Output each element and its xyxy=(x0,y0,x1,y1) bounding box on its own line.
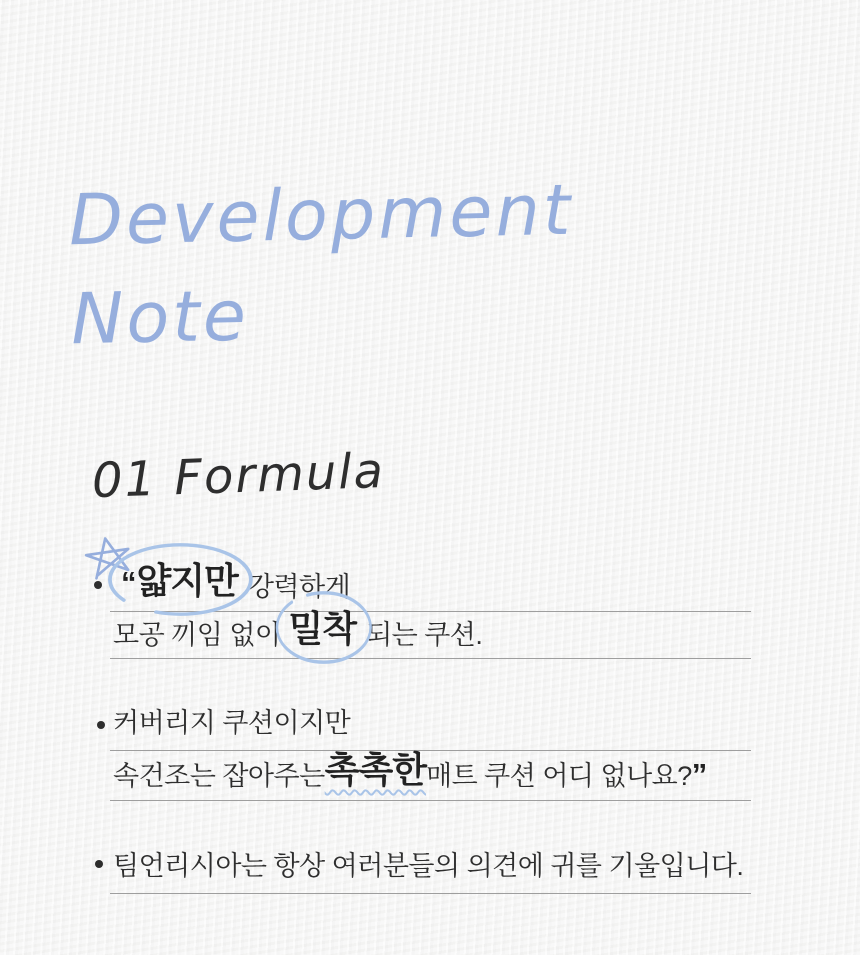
note-text: 속건조는 잡아주는 xyxy=(113,761,325,791)
note-line-3 xyxy=(110,706,751,751)
note-line-2 xyxy=(110,608,751,659)
note-text: 팀언리시아는 항상 여러분들의 의견에 귀를 기울입니다. xyxy=(113,851,744,881)
note-text: 모공 끼임 없이 xyxy=(113,620,281,650)
note-text: 커버리지 쿠션이지만 xyxy=(113,708,351,738)
section-heading: 01 Formula xyxy=(91,442,386,510)
page-title-line1: Development xyxy=(68,168,575,262)
note-text: 강력하게 xyxy=(247,572,351,602)
keyword-adherence: 밀착 xyxy=(288,608,357,649)
note-line-1 xyxy=(110,552,751,612)
keyword-circle-highlight xyxy=(281,601,367,652)
page-title xyxy=(68,161,576,370)
note-text: 되는 쿠션. xyxy=(366,620,483,650)
keyword-thin: 얇지만 xyxy=(136,560,238,601)
bullet-dot xyxy=(97,721,105,729)
keyword-moist: 촉촉한 xyxy=(324,749,426,790)
bullet-dot xyxy=(94,581,102,589)
note-text: 매트 쿠션 어디 없나요? xyxy=(426,761,692,791)
close-quote: ” xyxy=(691,757,708,792)
bullet-dot xyxy=(95,860,103,868)
note-line-5 xyxy=(110,846,751,894)
note-line-4 xyxy=(110,749,751,801)
keyword-circle-highlight xyxy=(113,553,248,604)
open-quote: “ xyxy=(121,565,137,600)
page-title-line2: Note xyxy=(70,274,250,361)
